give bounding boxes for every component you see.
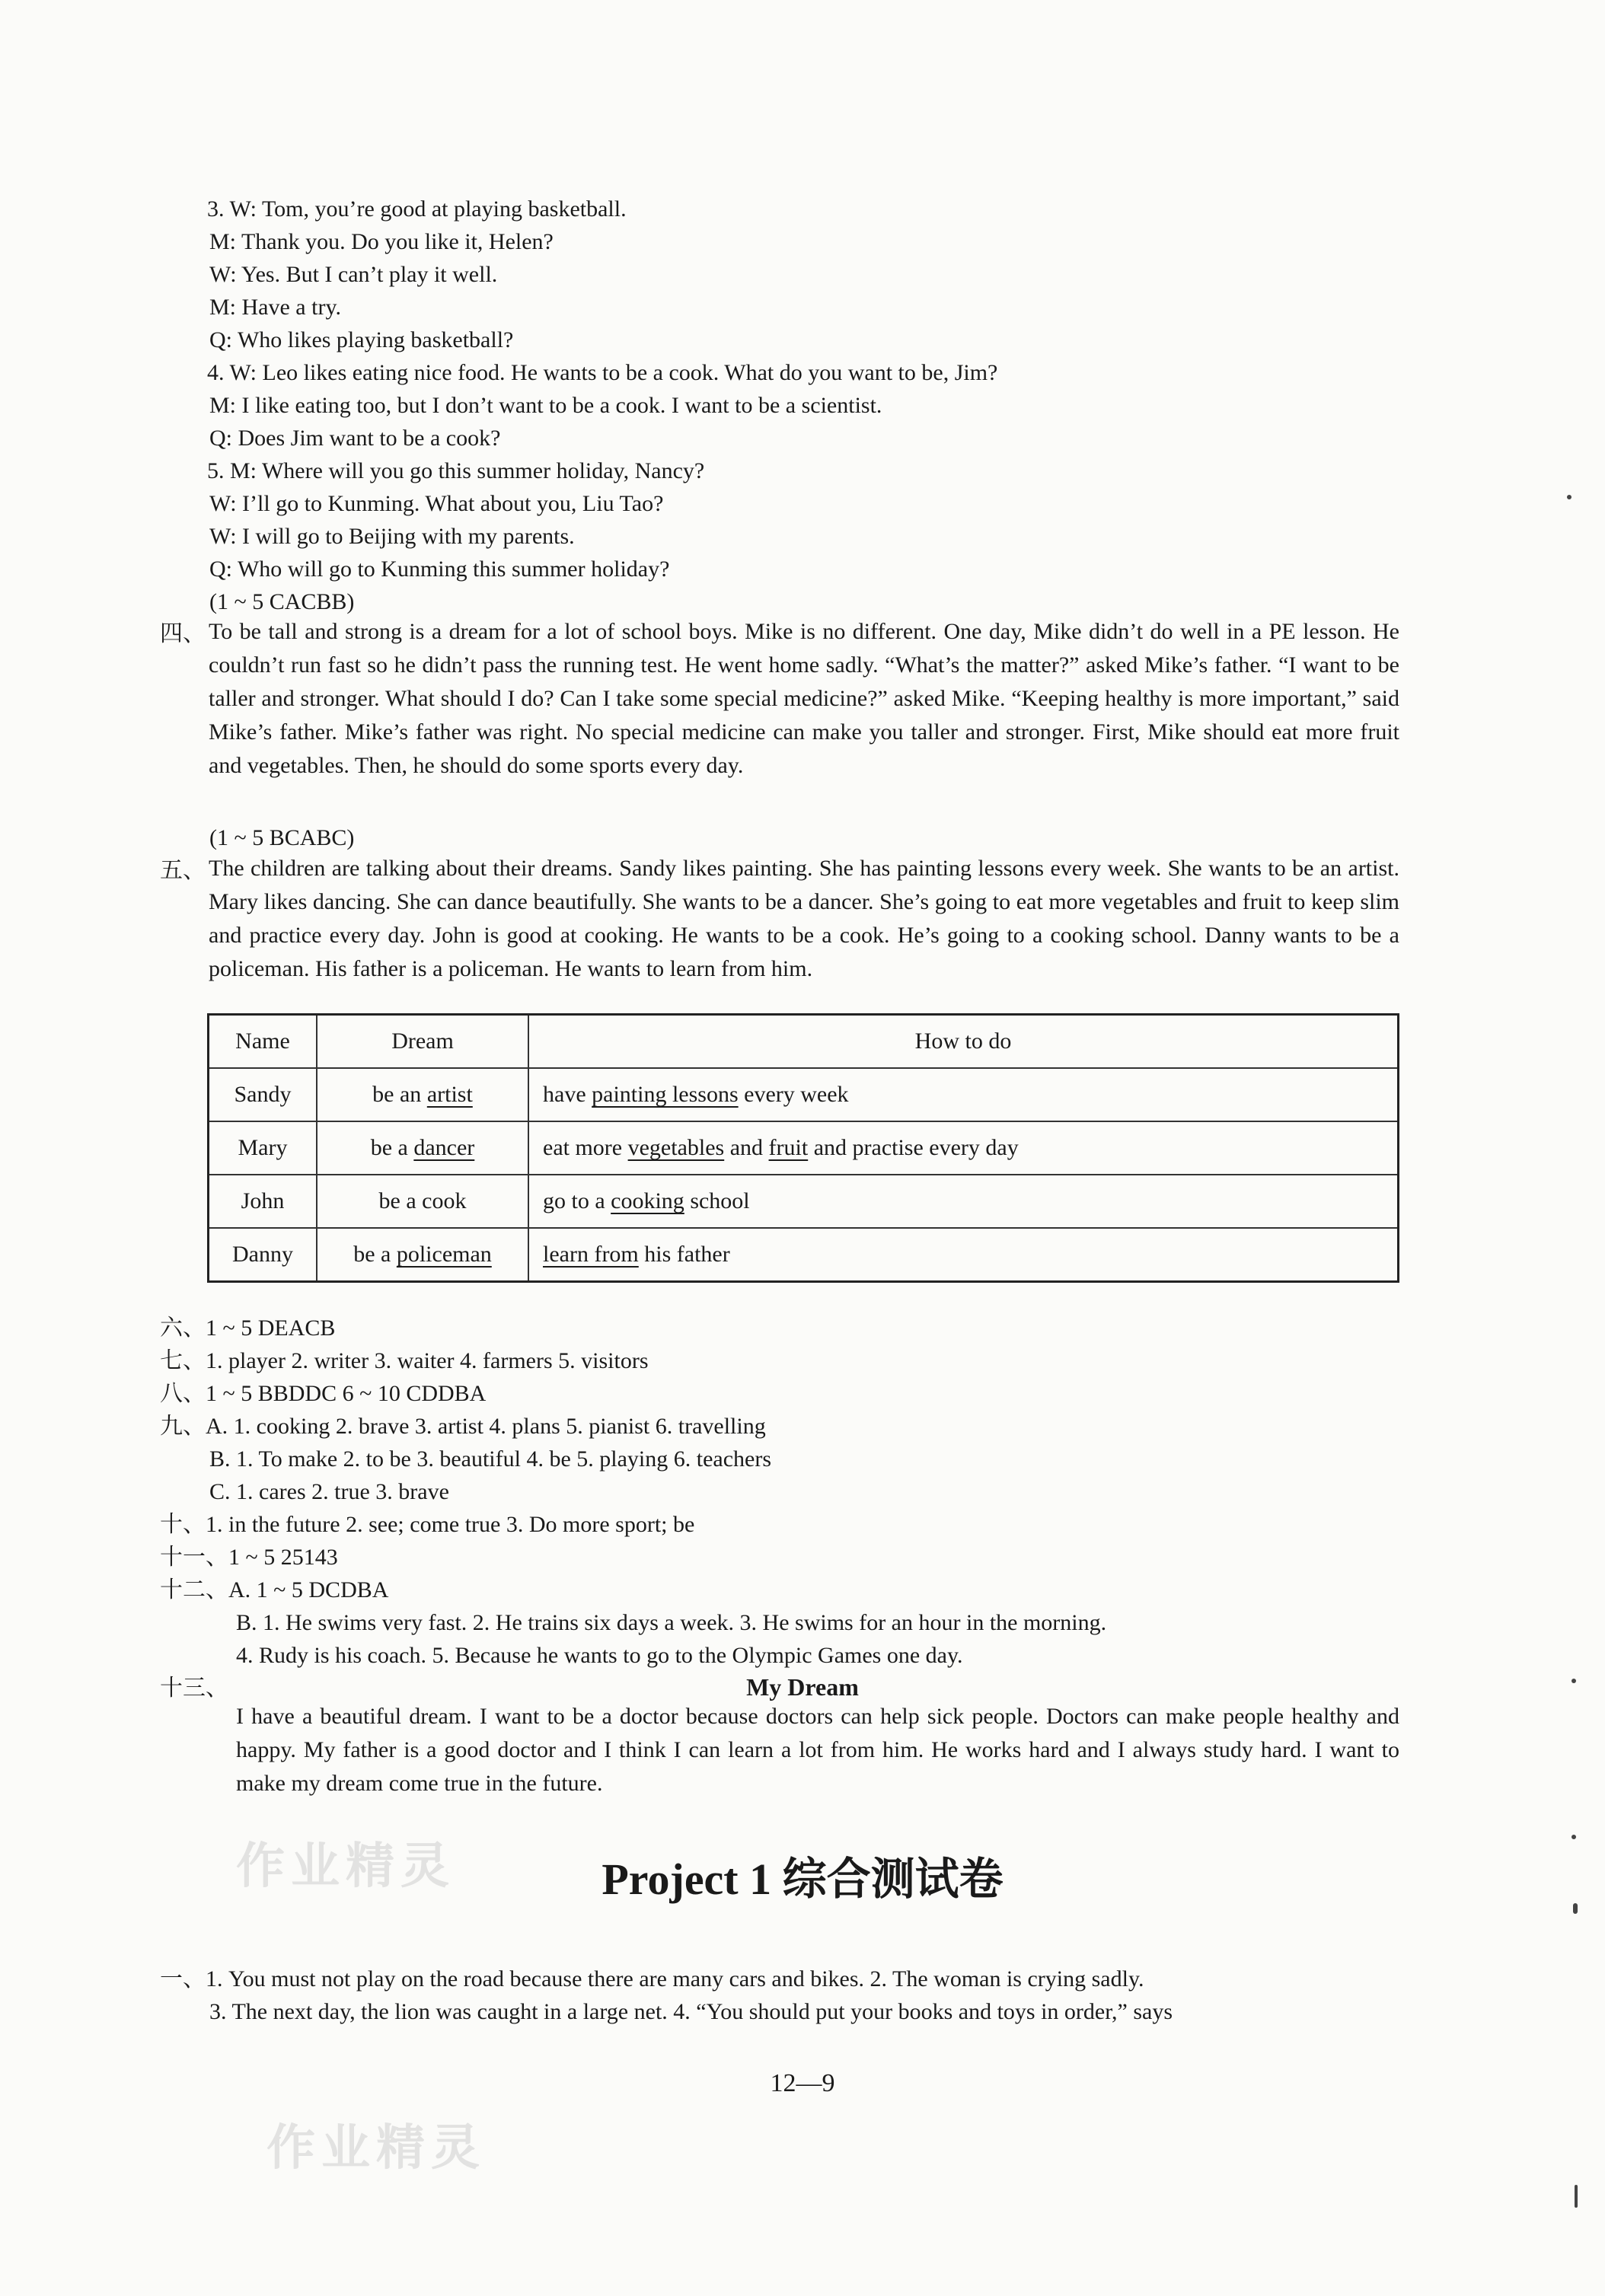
project-line: 3. The next day, the lion was caught in a large net. 4. “You should put your books and toys in order,” says [209, 1999, 1173, 2024]
answer-line: 九、A. 1. cooking 2. brave 3. artist 4. plans 5. pianist 6. travelling [160, 1414, 766, 1439]
answer-line: 4. Rudy is his coach. 5. Because he wants to go to the Olympic Games one day. [236, 1643, 963, 1668]
section-4-text: To be tall and strong is a dream for a lot of school boys. Mike is no different. One day, Mike didn’t do well in a PE lesson. He couldn’t run fast so he didn’t pass the running test. He went home sadly. “What’s the matter?” asked Mike’s father. “I want to be taller and stronger. What should I do? Can I take some special medicine?” asked Mike. “Keeping healthy is more important,” said Mike’s father. Mike’s father was right. No special medicine can make you taller and stronger. First, Mike should eat more fruit and vegetables. Then, he should do some sports every day. [209, 619, 1399, 778]
table-cell-how: go to a cooking school [528, 1175, 1399, 1228]
table-header: How to do [528, 1015, 1399, 1069]
answer-line: B. 1. He swims very fast. 2. He trains six days a week. 3. He swims for an hour in the morning. [236, 1610, 1107, 1635]
table-cell-dream: be a cook [317, 1175, 528, 1228]
answer-line: B. 1. To make 2. to be 3. beautiful 4. be 5. playing 6. teachers [209, 1446, 772, 1472]
section-5-text: The children are talking about their dreams. Sandy likes painting. She has painting lessons every week. She wants to be an artist. Mary likes dancing. She can dance beautifully. She wants to be a dancer. She’s going to eat more vegetables and fruit to keep slim and practice every day. John is good at cooking. He wants to be a cook. He’s going to a cooking school. Danny wants to be a policeman. His father is a policeman. He wants to learn from him. [209, 856, 1399, 981]
listening-line: M: Thank you. Do you like it, Helen? [209, 229, 554, 254]
table-header-row [209, 1015, 1399, 1069]
table-cell-how: eat more vegetables and fruit and practise every day [528, 1121, 1399, 1175]
section-4-answer: (1 ~ 5 BCABC) [209, 825, 355, 850]
section-number: 十三、 [160, 1676, 228, 1701]
listening-line: 4. W: Leo likes eating nice food. He wants to be a cook. What do you want to be, Jim? [207, 360, 998, 385]
scan-speck [1573, 1903, 1578, 1914]
table-cell-dream: be a dancer [317, 1121, 528, 1175]
table-cell-dream: be an artist [317, 1068, 528, 1121]
table-header: Dream [317, 1015, 528, 1069]
listening-line: Q: Who likes playing basketball? [209, 327, 514, 352]
essay-text: I have a beautiful dream. I want to be a doctor because doctors can help sick people. Doctors can make people healthy and happy. My father is a good doctor and I think I can learn a lot from him. He works hard and I always study hard. I want to make my dream come true in the future. [236, 1704, 1399, 1796]
table-cell-name: Sandy [209, 1068, 317, 1121]
project-line: 一、1. You must not play on the road because there are many cars and bikes. 2. The woman is crying sadly. [160, 1966, 1144, 1991]
table-cell-dream: be a policeman [317, 1228, 528, 1282]
listening-answer: (1 ~ 5 CACBB) [209, 589, 355, 614]
listening-line: Q: Who will go to Kunming this summer holiday? [209, 556, 670, 582]
table-row [209, 1068, 1399, 1121]
table-row [209, 1175, 1399, 1228]
table-row [209, 1228, 1399, 1282]
watermark: 作业精灵 [236, 1838, 455, 1895]
essay-title: My Dream [746, 1673, 859, 1701]
listening-line: 3. W: Tom, you’re good at playing basketball. [207, 196, 627, 222]
listening-line: 5. M: Where will you go this summer holiday, Nancy? [207, 458, 705, 483]
table-header: Name [209, 1015, 317, 1069]
listening-line: W: I’ll go to Kunming. What about you, Liu Tao? [209, 491, 664, 516]
dream-table [207, 1013, 1399, 1283]
answer-line: 十、1. in the future 2. see; come true 3. Do more sport; be [160, 1512, 695, 1537]
answer-line: 八、1 ~ 5 BBDDC 6 ~ 10 CDDBA [160, 1381, 487, 1406]
listening-line: M: I like eating too, but I don’t want to be a cook. I want to be a scientist. [209, 393, 882, 418]
answer-line: 十二、A. 1 ~ 5 DCDBA [160, 1577, 389, 1602]
section-number: 五、 [160, 858, 206, 883]
table-row [209, 1121, 1399, 1175]
listening-line: W: Yes. But I can’t play it well. [209, 262, 498, 287]
scan-speck [1567, 495, 1571, 499]
scan-speck [1571, 1835, 1576, 1839]
table-cell-name: Mary [209, 1121, 317, 1175]
section-number: 四、 [160, 621, 206, 646]
scan-speck [1575, 2185, 1578, 2208]
table-cell-how: learn from his father [528, 1228, 1399, 1282]
listening-line: Q: Does Jim want to be a cook? [209, 426, 501, 451]
answer-line: 六、1 ~ 5 DEACB [160, 1315, 336, 1341]
table-cell-how: have painting lessons every week [528, 1068, 1399, 1121]
answer-line: 十一、1 ~ 5 25143 [160, 1545, 338, 1570]
table-cell-name: John [209, 1175, 317, 1228]
table-cell-name: Danny [209, 1228, 317, 1282]
scan-speck [1571, 1679, 1576, 1683]
watermark: 作业精灵 [266, 2120, 486, 2176]
answer-line: C. 1. cares 2. true 3. brave [209, 1479, 449, 1504]
page-number: 12—9 [770, 2069, 835, 2097]
listening-line: M: Have a try. [209, 295, 341, 320]
answer-line: 七、1. player 2. writer 3. waiter 4. farmers 5. visitors [160, 1348, 649, 1373]
listening-line: W: I will go to Beijing with my parents. [209, 524, 575, 549]
page-title: Project 1 综合测试卷 [601, 1854, 1004, 1904]
